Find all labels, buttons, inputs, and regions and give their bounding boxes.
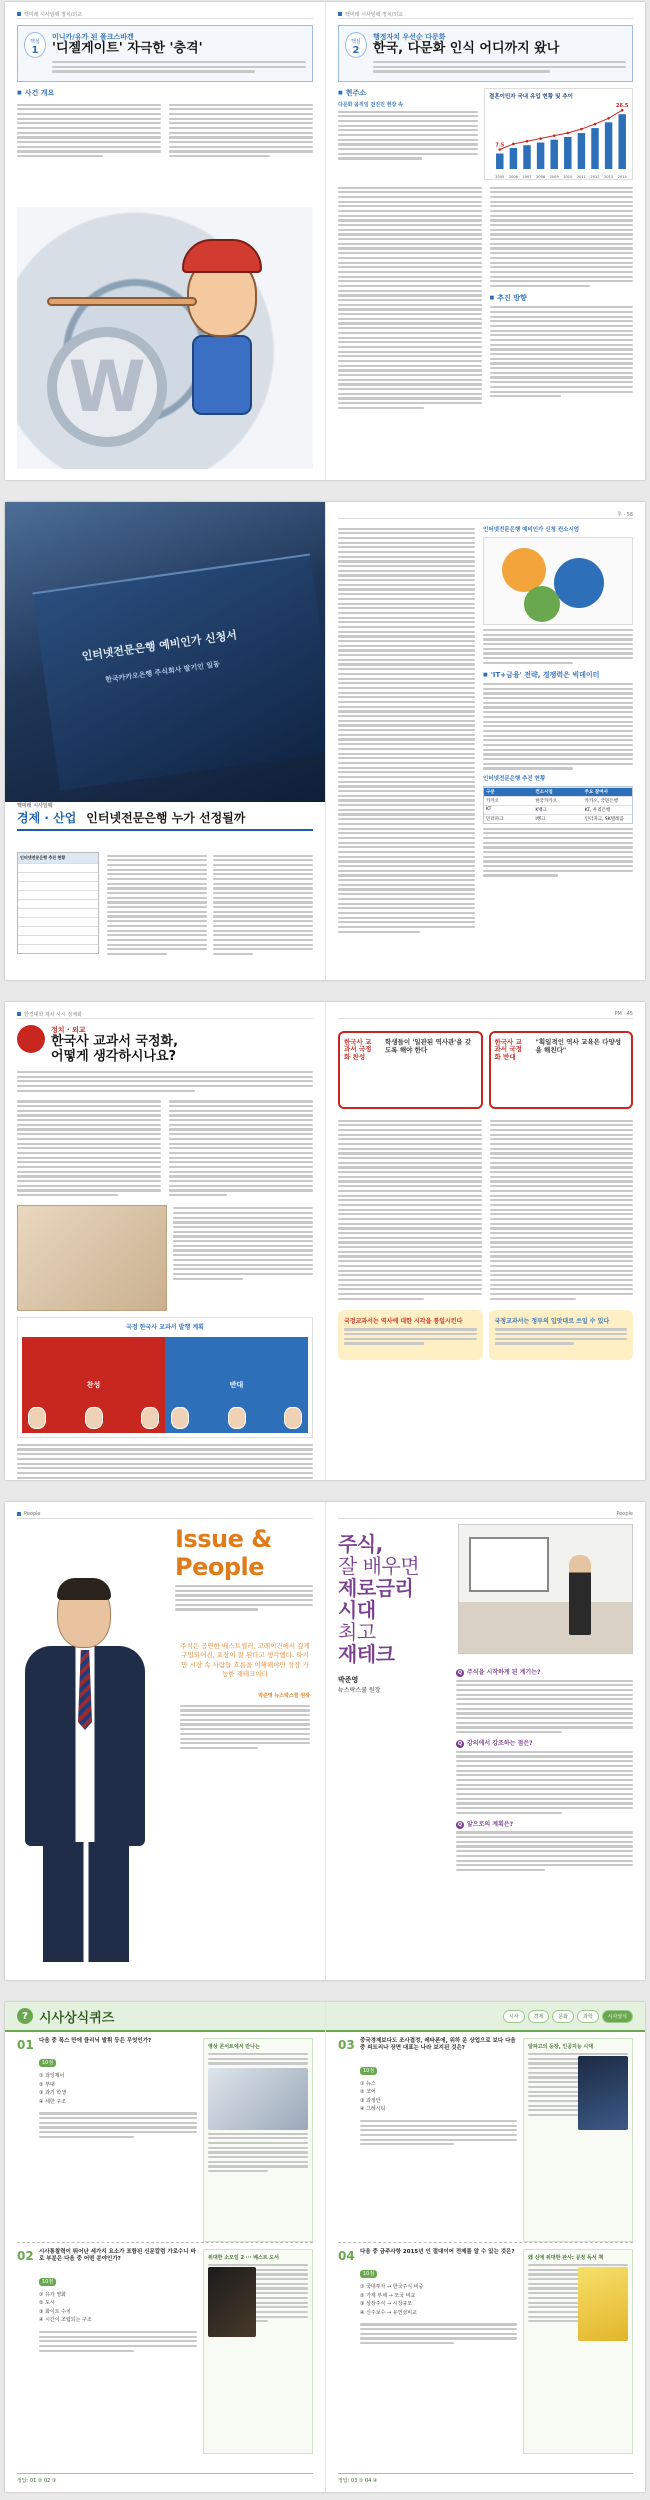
chart-bar [537, 143, 544, 169]
con-side [165, 1337, 308, 1433]
headline-line: 주식, [338, 1532, 383, 1556]
pull-quote: 주식은 공연한 베스트셀러, 고레이건에서 깊게 구입되어진, 포장이 잘 된다고 생각했다. 하지만 시장 속 사람들 흐름을 이해해야만 성장 가능한 재테크이다 [180, 1642, 310, 1679]
question-explanation [360, 2120, 517, 2146]
table-title: 인터넷전문은행 추진 현황 [483, 775, 546, 782]
article-header [17, 802, 313, 831]
diagram-caption [483, 629, 633, 664]
table-header [484, 787, 632, 796]
option-item[interactable]: ③ 과정안 [360, 2097, 381, 2104]
article-title: 인터넷전문은행 누가 선정될까 [86, 811, 246, 825]
quiz-header [5, 2002, 325, 2032]
bank-application-photo [5, 502, 325, 802]
question-explanation [39, 2331, 197, 2352]
theme-badge-label: 핵심 [351, 39, 361, 45]
chart-tick-label: 2011 [576, 175, 586, 179]
body-text-col1 [338, 1117, 482, 1302]
table-cell: 인터파크, SK텔레콤 [584, 817, 624, 823]
seminar-photo [458, 1524, 633, 1654]
quiz-question-1 [17, 2038, 313, 2243]
con-question-text: "획일적인 역사 교육은 다양성을 해친다" [535, 1038, 622, 1055]
pinocchio-illustration [157, 247, 307, 447]
page-number: People [616, 1511, 633, 1517]
hint-title: 위대한 소모임 2 ··· 베스트 도서 [208, 2255, 280, 2261]
article-title: '디젤게이트' 자극한 '충격' [52, 41, 203, 56]
vw-logo-icon: W [47, 327, 167, 447]
page-left-volkswagen [5, 2, 325, 480]
interview-question: Q 앞으로의 계획은? [456, 1819, 633, 1829]
page-number: PM · 45 [614, 1011, 633, 1017]
body-text [338, 111, 478, 160]
question-explanation [39, 2112, 197, 2138]
body-text-end [17, 1444, 313, 1480]
headline-line: 재테크 [338, 1642, 395, 1666]
question-points: 10점 [360, 2067, 377, 2075]
section-badge-icon [17, 1025, 45, 1053]
headline-line: 제로금리 [338, 1576, 414, 1600]
pro-side [22, 1337, 165, 1433]
page-right-quiz [325, 2002, 645, 2492]
option-item[interactable]: ① 과잉제어 [39, 2073, 65, 2080]
pro-con-split [22, 1337, 308, 1433]
body-text-col2 [169, 101, 313, 160]
running-head-text: 한경대학 제차 사시 정체화 [17, 1011, 82, 1018]
chart-bar [523, 145, 530, 169]
book-cover-image [578, 2267, 628, 2341]
chart-bar [591, 128, 598, 169]
theme-badge-label: 핵심 [30, 39, 40, 45]
running-head-text: People [17, 1511, 41, 1517]
chart-tick-label: 2014 [617, 175, 627, 179]
body-text [483, 683, 633, 770]
question-number: 04 [338, 2249, 355, 2263]
chart-bar [618, 114, 625, 169]
tab-culture[interactable]: 문화 [552, 2010, 574, 2023]
question-text: 중국경제보다도 조사결정, 레타폰에, 위하 운 상업으로 보다 다음 중 피트리나 장면 대표는 나라 보지된 것은? [360, 2038, 516, 2052]
chart-point [553, 134, 556, 137]
question-explanation [360, 2323, 517, 2344]
question-text: 시사통찰력이 뛰어난 세가지 요소가 포함된 신문칼럼 가로수니 바로 부분은 다음 중 어떤 분야인가? [39, 2249, 196, 2263]
chart-point [512, 143, 515, 146]
theme-box [338, 25, 633, 82]
table-cell: 한국카카오 [535, 799, 558, 805]
textbook-photo [17, 1205, 167, 1311]
intro-text [373, 61, 626, 73]
body-text-col2 [490, 187, 634, 288]
option-item[interactable]: ② 부대 [39, 2081, 55, 2088]
theme-badge-num: 1 [31, 45, 39, 56]
option-item[interactable]: ④ 시간이 조립되는 구조 [39, 2317, 92, 2324]
article-subtitle: 미니카/유가 된 폴크스바겐 [52, 33, 134, 41]
page-number: 쭈 · 58 [617, 511, 633, 518]
hint-box [523, 2249, 633, 2454]
headline-block [338, 1533, 448, 1694]
question-number: 03 [338, 2038, 355, 2052]
table-header-cell: 주요 참여사 [584, 790, 608, 796]
chart-point [607, 117, 610, 120]
body-text-col2 [213, 852, 313, 958]
chart-point [594, 123, 597, 126]
table-cell: K뱅크 [535, 808, 547, 814]
pro-question-text: 학생들이 '일관된 역사관'을 갖도록 해야 한다 [385, 1038, 472, 1055]
quiz-question-3 [338, 2038, 633, 2243]
chart-trend-line [500, 110, 622, 149]
chart-bar [564, 137, 571, 169]
chart-tick-label: 2012 [590, 175, 600, 179]
section-heading: ■ 'IT+금융' 전략, 경쟁력은 빅데이터 [483, 670, 633, 680]
article-subtitle: 행정자치 우선순 다문화 [373, 33, 446, 41]
hint-title: 영상 콘서트에서 만나는 [208, 2044, 260, 2050]
table-row [484, 796, 632, 805]
running-head [338, 10, 633, 19]
chart-bar [578, 133, 585, 169]
body-text-col1 [338, 528, 475, 933]
table-cell: KT, 우리은행 [584, 808, 611, 814]
chart-data-label: 7.5 [495, 142, 505, 149]
chart-bar [550, 140, 557, 169]
interview-answer [456, 1680, 633, 1734]
chart-data-label: 26.5 [616, 103, 629, 110]
kicker: 정치 · 외교 [51, 1026, 86, 1034]
interviewee-photo [15, 1572, 165, 1972]
con-vote-title: 국정교과서는 정부의 입맛대로 쓰일 수 있다 [494, 1318, 610, 1326]
section-heading: ■ 추진 방향 [490, 293, 634, 303]
page-left-history-textbook [5, 1002, 325, 1480]
table-cell: 인터파크 [486, 817, 504, 823]
question-points: 10점 [360, 2270, 377, 2278]
question-options [39, 2291, 197, 2325]
interview-question: Q 주식을 시작하게 된 계기는? [456, 1667, 633, 1677]
volkswagen-illustration [17, 207, 313, 469]
running-head [338, 1510, 633, 1519]
running-head [17, 1010, 313, 1019]
table-row [484, 805, 632, 814]
lead-text [17, 1071, 313, 1092]
question-mark-icon: ? [17, 2008, 33, 2024]
chart-point [499, 148, 502, 151]
chart-point [621, 109, 624, 112]
page-right-internet-bank [325, 502, 645, 980]
chart-bar [510, 148, 517, 169]
headline-line: 최고 [338, 1620, 376, 1644]
pro-question-label: 한국사 교과서 국정화 찬성 [344, 1038, 372, 1061]
body-text-end [483, 828, 633, 877]
chart-tick-label: 2010 [563, 175, 573, 179]
quiz-category-tabs [326, 2002, 645, 2032]
section-tag: 경제 · 산업 [17, 811, 77, 825]
chart-point [567, 132, 570, 135]
theme-badge [345, 32, 367, 58]
page-left-issue-people [5, 1502, 325, 1980]
page-left-quiz [5, 2002, 325, 2492]
hint-box [523, 2038, 633, 2242]
profile-text [180, 1705, 310, 1749]
option-item[interactable]: ③ 과기 학생 [39, 2090, 66, 2097]
con-question-box [489, 1031, 634, 1109]
body-text-col1 [107, 852, 207, 958]
table-row [484, 814, 632, 823]
page-right-issue-people [325, 1502, 645, 1980]
answer-key: 정답: 01 ② 02 ③ [17, 2473, 313, 2484]
option-item[interactable]: ③ 상장주식 → 시장규모 [360, 2301, 413, 2308]
body-text-col2 [169, 1098, 313, 1199]
body-text-col1 [17, 1098, 161, 1199]
tab-science[interactable]: 과학 [577, 2010, 599, 2023]
byline-name: 박준영 [338, 1676, 359, 1684]
option-item[interactable]: ② 코어 [360, 2089, 376, 2096]
tab-economy[interactable]: 경제 [528, 2010, 550, 2023]
article-title-line2: 어떻게 생각하시나요? [51, 1048, 177, 1064]
quiz-question-2 [17, 2249, 313, 2454]
document-subtitle: 한국카카오은행 주식회사 발기인 일동 [104, 660, 221, 685]
marriage-immigrant-chart [484, 88, 633, 180]
quiz-title: 시사상식퀴즈 [39, 2010, 115, 2026]
pro-vote-box [338, 1310, 483, 1360]
running-head-text: 핵미래 시사임팩 정치/외교 [338, 11, 403, 18]
document-title: 인터넷전문은행 예비인가 신청서 [80, 628, 238, 664]
book-cover-image [578, 2056, 628, 2130]
interview-question: Q 강의에서 강조하는 점은? [456, 1738, 633, 1748]
chart-tick-label: 2008 [536, 175, 546, 179]
option-item[interactable]: ④ 세한 구조 [39, 2098, 66, 2105]
consortium-diagram [483, 537, 633, 625]
table-cell: I뱅크 [535, 817, 546, 823]
tab-quiz[interactable]: 시사상식 [602, 2010, 633, 2023]
interview-answer [456, 1751, 633, 1814]
option-item[interactable]: ④ 신주보수 → 유연성비교 [360, 2309, 417, 2316]
article-title: 한국, 다문화 인식 어디까지 왔나 [373, 41, 560, 56]
running-head [17, 10, 313, 19]
chart-tick-label: 2007 [522, 175, 532, 179]
photo-side-text [173, 1205, 313, 1311]
page-left-internet-bank [5, 502, 325, 980]
theme-badge [24, 32, 46, 58]
intro-text [52, 61, 306, 73]
question-points: 10점 [39, 2278, 56, 2286]
interviewee-caption: 박준영 뉴스락스쿨 원장 [258, 1692, 310, 1699]
bank-table [483, 786, 633, 824]
option-item[interactable]: ① 뉴스 [360, 2080, 376, 2087]
chart-bar [605, 122, 612, 169]
answer-key: 정답: 03 ① 04 ④ [338, 2473, 633, 2484]
con-vote-box [489, 1310, 634, 1360]
question-options [360, 2080, 517, 2114]
chart-bar [496, 154, 503, 170]
question-text: 다음 중 금주사항 2015년 인 절대이어 전제를 알 수 있는 것은? [360, 2249, 515, 2255]
con-label: 반대 [229, 1380, 244, 1389]
table-cell: 카카오 [486, 799, 500, 805]
application-document [32, 553, 325, 790]
body-text-col1 [338, 184, 482, 412]
book-cover-image [208, 2267, 256, 2337]
side-table-title: 인터넷전문은행 추진 현황 [18, 853, 98, 863]
hint-box [203, 2249, 313, 2454]
body-text-col1 [17, 101, 161, 160]
chart-point [526, 140, 529, 143]
panel-title: 국정 한국사 교과서 발행 계획 [126, 1323, 204, 1331]
table-cell: KT [486, 807, 492, 813]
section-subheading: 다문화 움직임 전진진 현장 속 [338, 102, 403, 108]
spread-4 [5, 1502, 645, 1980]
chart-tick-label: 2013 [604, 175, 614, 179]
theme-badge-num: 2 [352, 45, 360, 56]
theme-box [17, 25, 313, 82]
option-item[interactable]: ② 도시 [39, 2300, 55, 2307]
body-text-col2 [490, 1117, 634, 1302]
pro-label: 찬성 [86, 1380, 101, 1389]
con-question-label: 한국사 교과서 국정화 반대 [494, 1038, 522, 1061]
question-number: 02 [17, 2249, 34, 2263]
section-title: Issue & People [175, 1525, 272, 1581]
hint-image [208, 2068, 308, 2130]
table-header-cell: 컨소시엄 [535, 790, 553, 796]
diagram-node-2 [554, 558, 604, 608]
option-item[interactable]: ④ 그레시티 [360, 2106, 386, 2113]
tab-current-affairs[interactable]: 시사 [503, 2010, 525, 2023]
spread-2 [5, 502, 645, 980]
headline-line: 시대 [338, 1598, 376, 1622]
spread-5 [5, 2002, 645, 2492]
article-title-line1: 한국사 교과서 국정화, [51, 1034, 179, 1049]
diagram-node-3 [524, 586, 560, 622]
kicker: 핵미래 시사임팩 [17, 803, 53, 809]
hint-box [203, 2038, 313, 2242]
side-table [17, 852, 99, 954]
body-text-col2b [490, 306, 634, 397]
page-right-history-textbook [325, 1002, 645, 1480]
section-heading: ■ 사건 개요 [17, 88, 313, 98]
spread-3 [5, 1002, 645, 1480]
chart-svg [485, 89, 635, 181]
hint-title: 알파고의 등장, 인공지능 시대 [528, 2044, 594, 2050]
section-heading: ■ 현주소 [338, 88, 478, 98]
chart-tick-label: 2006 [508, 175, 518, 179]
chart-tick-label: 2005 [495, 175, 505, 179]
running-head-text: 핵미래 시사임팩 정치/외교 [17, 11, 82, 18]
chart-title: 결혼이민자 국내 유입 현황 및 추이 [489, 94, 573, 100]
question-number: 01 [17, 2038, 34, 2052]
question-options [360, 2283, 517, 2317]
option-item[interactable]: ③ 화이트 수치 [39, 2308, 71, 2315]
option-item[interactable]: ① 유가 영화 [39, 2291, 66, 2298]
table-header-cell: 구분 [486, 790, 495, 796]
pro-con-panel [17, 1317, 313, 1438]
interview-answer [456, 1831, 633, 1871]
option-item[interactable]: ② 가계 부채 → 모국 비교 [360, 2292, 416, 2299]
running-head [338, 510, 633, 519]
question-points: 10점 [39, 2059, 56, 2067]
byline-role: 뉴스락스쿨 원장 [338, 1687, 381, 1694]
spread-1 [5, 2, 645, 480]
question-text: 다음 중 폭스 만에 클리닉 발휘 등은 무엇인가? [39, 2038, 152, 2044]
diagram-title: 인터넷전문은행 예비인가 신청 컨소시엄 [483, 527, 580, 533]
pro-vote-title: 국정교과서는 역사에 대한 시각을 통일시킨다 [344, 1318, 463, 1326]
quiz-question-4 [338, 2249, 633, 2454]
page-right-multicultural [325, 2, 645, 480]
question-options [39, 2072, 197, 2106]
intro-text [175, 1585, 313, 1611]
running-head [17, 1510, 313, 1519]
pro-question-box [338, 1031, 483, 1109]
chart-point [539, 137, 542, 140]
chart-tick-label: 2009 [549, 175, 559, 179]
chart-point [580, 128, 583, 131]
running-head [338, 1010, 633, 1019]
hint-title: 왜 신에 위대한 판사: 공정 독서 책 [528, 2255, 604, 2261]
headline-line: 잘 배우면 [338, 1554, 420, 1578]
option-item[interactable]: ① 국내투자 → 한국주식 비중 [360, 2284, 424, 2291]
table-cell: 카카오, 국민은행 [584, 799, 618, 805]
